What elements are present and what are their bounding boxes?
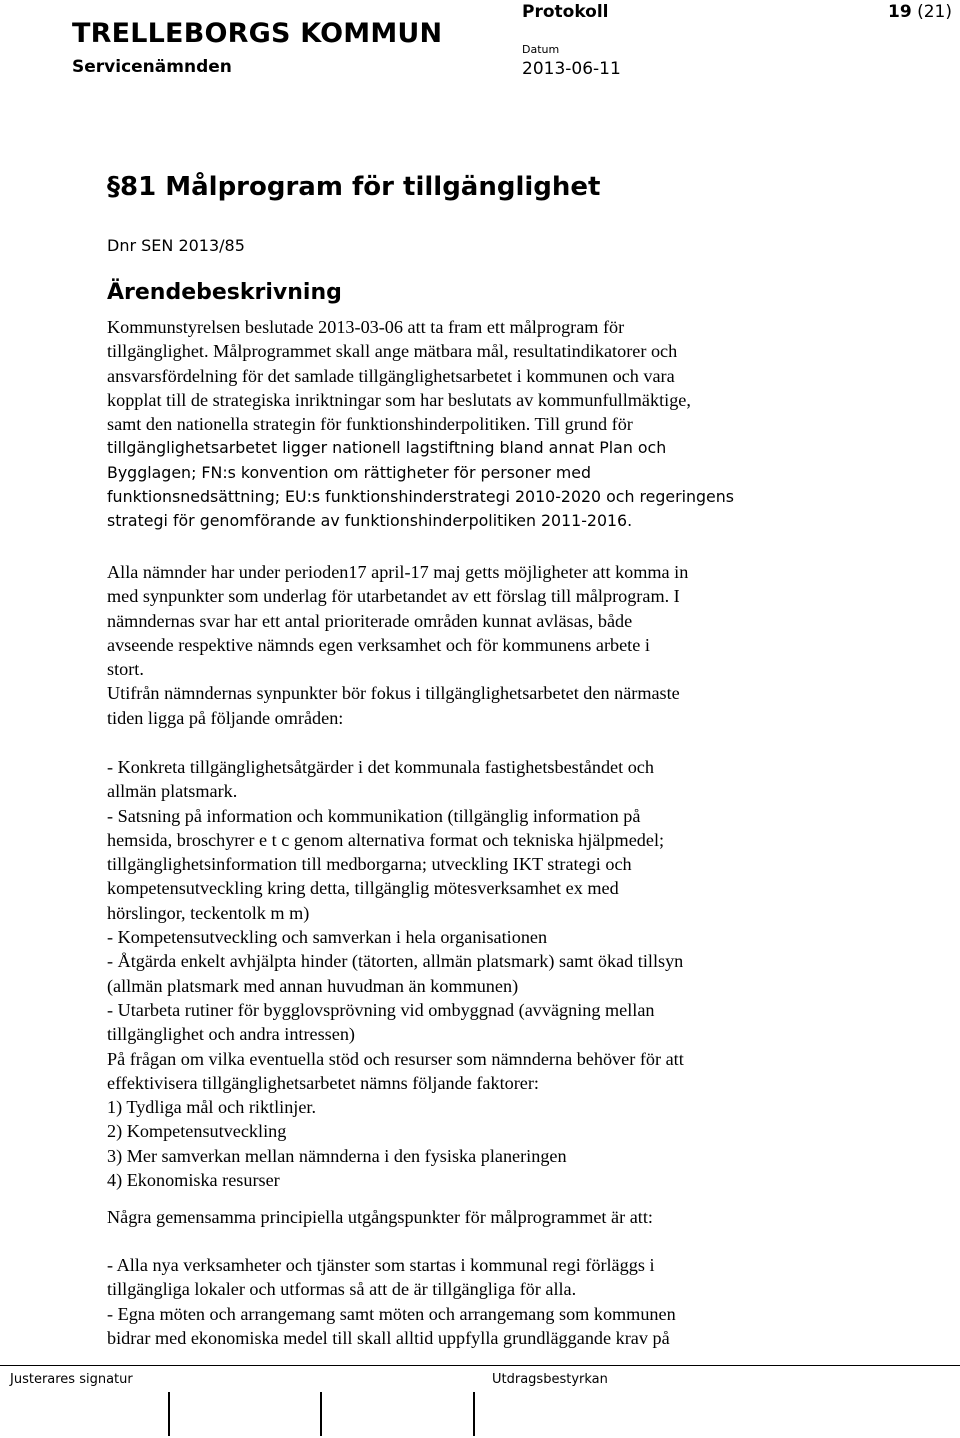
- text-line: Alla nämnder har under perioden17 april-17 maj getts möjligheter att komma in: [107, 562, 689, 582]
- text-line: 2) Kompetensutveckling: [107, 1121, 287, 1142]
- registration-number: Dnr SEN 2013/85: [107, 236, 245, 255]
- page-total: (21): [917, 2, 952, 22]
- signature-label: Justerares signatur: [10, 1372, 133, 1387]
- text-line: tillgängliga lokaler och utformas så att de är tillgängliga för alla.: [107, 1279, 577, 1300]
- text-line: funktionsnedsättning; EU:s funktionshinderstrategi 2010-2020 och regeringens: [107, 487, 735, 507]
- text-line: 4) Ekonomiska resurser: [107, 1170, 280, 1191]
- text-line: ansvarsfördelning för det samlade tillgänglighetsarbetet i kommunen och vara: [107, 365, 675, 386]
- page-current: 19: [888, 2, 912, 22]
- text-line: Några gemensamma principiella utgångspunkter för målprogrammet är att:: [107, 1207, 653, 1227]
- text-line: På frågan om vilka eventuella stöd och resurser som nämnderna behöver för att: [107, 1048, 684, 1069]
- text-line: - Utarbeta rutiner för bygglovsprövning vid ombyggnad (avvägning mellan: [107, 999, 655, 1020]
- signature-box-divider: [168, 1392, 170, 1436]
- text-line: hemsida, broschyrer e t c genom alternativa format och tekniska hjälpmedel;: [107, 829, 665, 850]
- text-line: 3) Mer samverkan mellan nämnderna i den fysiska planeringen: [107, 1145, 567, 1166]
- paragraph-principles: [107, 1253, 827, 1350]
- board-name: Servicenämnden: [72, 57, 232, 77]
- text-line: - Egna möten och arrangemang samt möten och arrangemang som kommunen: [107, 1303, 676, 1324]
- signature-box-divider: [320, 1392, 322, 1436]
- page-number: [888, 2, 952, 22]
- text-line: effektivisera tillgänglighetsarbetet nämns följande faktorer:: [107, 1072, 539, 1093]
- text-line: kompetensutveckling kring detta, tillgänglig mötesverksamhet ex med: [107, 878, 619, 899]
- text-line: tillgänglighetsinformation till medborgarna; utveckling IKT strategi och: [107, 854, 632, 875]
- text-line: avseende respektive nämnds egen verksamhet och för kommunens arbete i: [107, 634, 650, 655]
- paragraph-consultation: [107, 560, 827, 730]
- text-line: allmän platsmark.: [107, 781, 238, 802]
- signature-box-divider: [473, 1392, 475, 1436]
- text-line: nämndernas svar har ett antal prioriterade områden kunnat avläsas, både: [107, 610, 633, 631]
- text-line: - Åtgärda enkelt avhjälpta hinder (tätorten, allmän platsmark) samt ökad tillsyn: [107, 951, 684, 972]
- text-line: - Kompetensutveckling och samverkan i hela organisationen: [107, 927, 548, 948]
- text-line: tillgänglighet och andra intressen): [107, 1024, 355, 1045]
- text-line: stort.: [107, 659, 144, 680]
- date-label: Datum: [522, 43, 560, 56]
- organization-name: TRELLEBORGS KOMMUN: [72, 18, 443, 49]
- text-line: Kommunstyrelsen beslutade 2013-03-06 att ta fram ett målprogram för: [107, 317, 625, 337]
- extract-label: Utdragsbestyrkan: [492, 1372, 608, 1387]
- text-line: 1) Tydliga mål och riktlinjer.: [107, 1097, 317, 1118]
- text-line: bidrar med ekonomiska medel till skall alltid uppfylla grundläggande krav på: [107, 1327, 670, 1348]
- text-line: tillgänglighetsarbetet ligger nationell lagstiftning bland annat Plan och: [107, 438, 667, 458]
- text-line: samt den nationella strategin för funktionshinderpolitiken. Till grund för: [107, 414, 633, 435]
- text-line: kopplat till de strategiska inriktningar som har beslutats av kommunfullmäktige,: [107, 389, 691, 410]
- section-heading: §81 Målprogram för tillgänglighet: [107, 172, 601, 202]
- text-line: - Konkreta tillgänglighetsåtgärder i det kommunala fastighetsbeståndet och: [107, 757, 654, 777]
- case-description-heading: Ärendebeskrivning: [107, 280, 342, 305]
- paragraph-principles-intro: [107, 1205, 827, 1229]
- text-line: - Satsning på information och kommunikation (tillgänglig information på: [107, 805, 641, 826]
- footer-divider: [0, 1365, 960, 1366]
- date-value: 2013-06-11: [522, 59, 621, 79]
- text-line: - Alla nya verksamheter och tjänster som startas i kommunal regi förläggs i: [107, 1255, 655, 1275]
- text-line: strategi för genomförande av funktionshinderpolitiken 2011-2016.: [107, 511, 633, 531]
- paragraph-background: [107, 315, 827, 534]
- text-line: med synpunkter som underlag för utarbetandet av ett förslag till målprogram. I: [107, 586, 680, 607]
- text-line: hörslingor, teckentolk m m): [107, 902, 310, 923]
- text-line: Bygglagen; FN:s konvention om rättigheter för personer med: [107, 462, 591, 482]
- text-line: (allmän platsmark med annan huvudman än kommunen): [107, 975, 519, 996]
- document-type: Protokoll: [522, 2, 609, 22]
- text-line: Utifrån nämndernas synpunkter bör fokus i tillgänglighetsarbetet den närmaste: [107, 683, 680, 704]
- text-line: tillgänglighet. Målprogrammet skall ange mätbara mål, resultatindikatorer och: [107, 341, 678, 362]
- paragraph-focus-areas: [107, 755, 827, 1192]
- text-line: tiden ligga på följande områden:: [107, 707, 344, 728]
